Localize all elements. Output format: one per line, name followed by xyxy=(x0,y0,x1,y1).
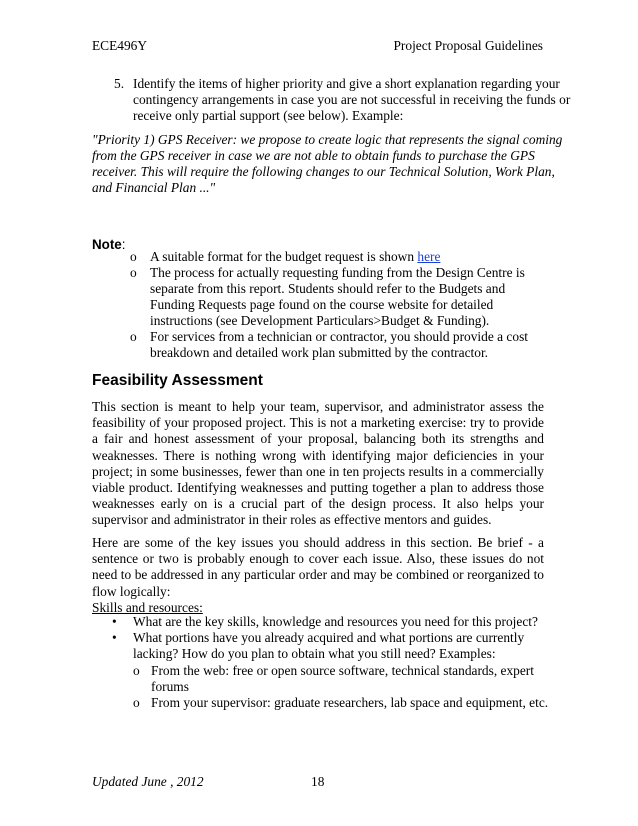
note-item xyxy=(130,249,550,265)
note-colon: : xyxy=(121,237,126,252)
quote-line: receiver. This will require the following changes to our Technical Solution, Work Plan, xyxy=(92,164,555,179)
quote-line: from the GPS receiver in case we are not able to obtain funds to purchase the GPS xyxy=(92,148,535,163)
note-heading xyxy=(92,237,126,253)
quote-line: "Priority 1) GPS Receiver: we propose to create logic that represents the signal coming xyxy=(92,132,563,147)
sub-item xyxy=(100,695,550,711)
circle-bullet-icon: o xyxy=(130,249,137,264)
skills-bullet-list xyxy=(100,614,550,711)
note-item-text: The process for actually requesting funding from the Design Centre is separate from this report. Students should refer to the Budgets and Funding Requests page found on the course website for detailed instructions (see Development Particulars>Budget & Funding). xyxy=(150,265,525,328)
circle-bullet-icon: o xyxy=(130,329,137,344)
header-doc-title: Project Proposal Guidelines xyxy=(393,38,543,53)
quote-line: and Financial Plan ..." xyxy=(92,180,216,195)
sub-item-text: From the web: free or open source software, technical standards, expert forums xyxy=(151,662,534,694)
note-list xyxy=(130,249,550,361)
circle-bullet-icon: o xyxy=(133,662,140,678)
footer-updated: Updated June , 2012 xyxy=(92,774,204,789)
section-heading: Feasibility Assessment xyxy=(92,372,263,389)
list-item-number: 5. xyxy=(114,76,125,91)
skills-subheading: Skills and resources: xyxy=(92,600,203,615)
bullet-icon: • xyxy=(112,614,117,629)
note-label: Note xyxy=(92,237,122,252)
list-item-5 xyxy=(133,76,570,124)
sub-item-text: From your supervisor: graduate researchers, lab space and equipment, etc. xyxy=(151,695,549,711)
feasibility-paragraph-2: Here are some of the key issues you should address in this section. Be brief - a sentence or two is probably enough to cover each issue. Also, these issues do not need to be addressed in any particular order and may be combined or reorganized to flow logically: xyxy=(92,535,544,599)
bullet-text: What are the key skills, knowledge and resources you need for this project? xyxy=(133,614,538,629)
header-course: ECE496Y xyxy=(92,38,148,53)
item5-line: contingency arrangements in case you are not successful in receiving the funds or xyxy=(133,92,571,107)
item5-line: receive only partial support (see below). Example: xyxy=(133,108,404,123)
note-item xyxy=(130,329,550,361)
item5-line: Identify the items of higher priority and give a short explanation regarding your xyxy=(133,76,560,91)
note-item xyxy=(130,265,550,329)
example-quote xyxy=(92,132,562,196)
bullet-item xyxy=(100,630,550,662)
feasibility-paragraph-1: This section is meant to help your team, supervisor, and administrator assess the feasibility of your proposed project. This is not a marketing exercise: try to provide a fair and honest assessment of your proposal, balancing both its strengths and weaknesses. There is nothing wrong with identifying major deficiencies in your project; in some businesses, fewer than one in ten projects results in a commercially viable product. Identifying weaknesses and putting together a plan to address those weaknesses early on is a crucial part of the design process. It also helps your supervisor and administrator in their roles as effective mentors and guides. xyxy=(92,399,544,528)
sub-item xyxy=(100,663,550,695)
circle-bullet-icon: o xyxy=(133,695,140,711)
note-item-text: For services from a technician or contractor, you should provide a cost breakdown and detailed work plan submitted by the contractor. xyxy=(150,329,529,360)
bullet-item xyxy=(100,614,550,630)
note-item-text: A suitable format for the budget request is shown xyxy=(150,249,418,264)
budget-format-link[interactable]: here xyxy=(417,249,441,264)
circle-bullet-icon: o xyxy=(130,265,137,280)
bullet-icon: • xyxy=(112,630,117,646)
bullet-text: What portions have you already acquired and what portions are currently lacking? How do you plan to obtain what you still need? Examples: xyxy=(133,630,525,662)
page-number: 18 xyxy=(311,774,325,789)
